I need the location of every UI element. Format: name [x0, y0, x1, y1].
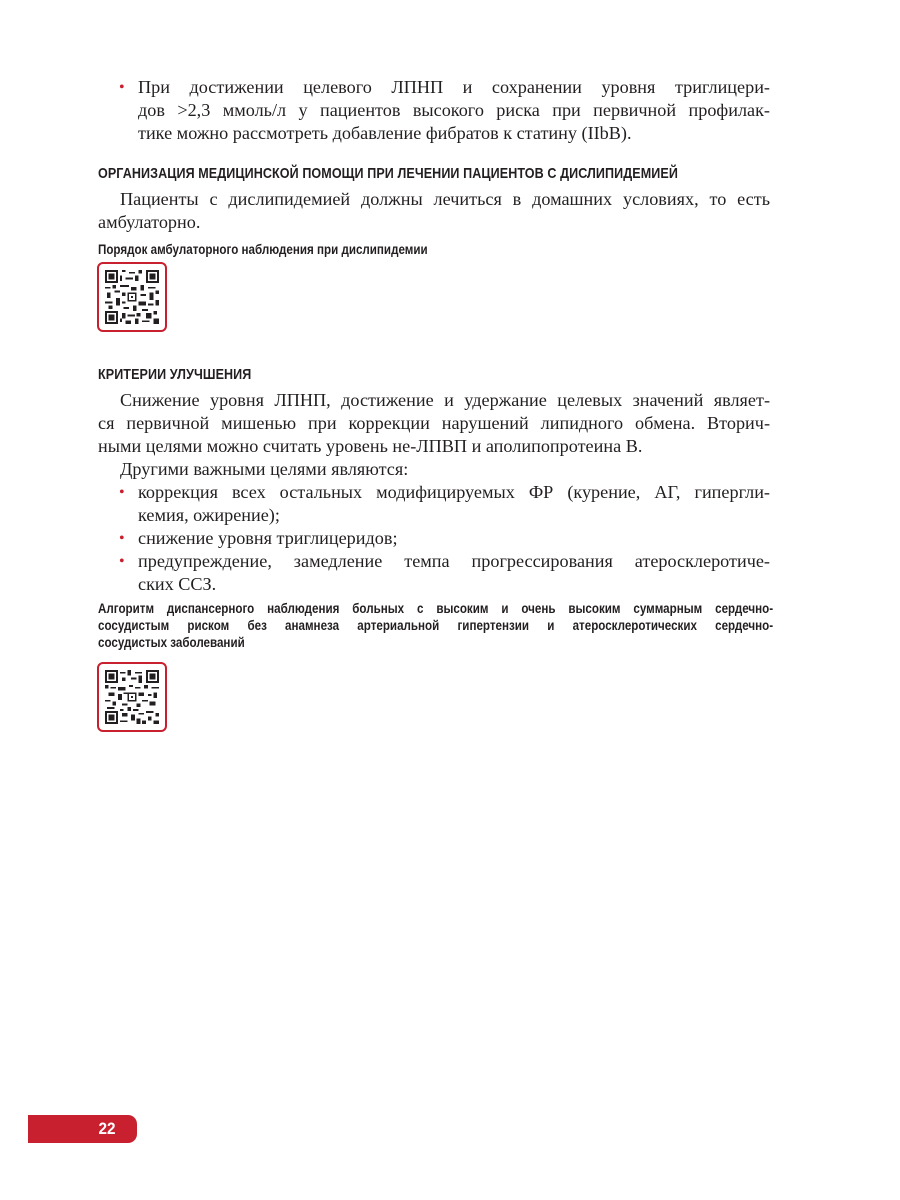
heading-criteria: КРИТЕРИИ УЛУЧШЕНИЯ: [98, 367, 252, 383]
goal-3-line-1: предупреждение, замедление темпа прогрессирования атеросклеротиче-: [138, 551, 770, 571]
qr-code-icon: [105, 270, 159, 324]
qr-caption-algorithm-line-1: Алгоритм диспансерного наблюдения больных с высоким и очень высоким суммарным сердечно-: [98, 601, 774, 616]
qr-caption-algorithm-line-2: сосудистым риском без анамнеза артериальной гипертензии и атеросклеротических сердечно-: [98, 618, 774, 633]
qr-caption-algorithm-line-3: сосудистых заболеваний: [98, 635, 245, 650]
goal-1-line-2: кемия, ожирение);: [138, 505, 280, 525]
criteria-line-2: ся первичной мишенью при коррекции нарушений липидного обмена. Вторич-: [98, 413, 770, 433]
qr-code-algorithm[interactable]: [97, 662, 167, 732]
organization-line-1: Пациенты с дислипидемией должны лечиться в домашних условиях, то есть: [120, 189, 770, 209]
goal-1-line-1: коррекция всех остальных модифицируемых ФР (курение, АГ, гипергли-: [138, 482, 770, 502]
qr-code-outpatient[interactable]: [97, 262, 167, 332]
page-number: 22: [98, 1119, 116, 1138]
bullet-marker: •: [119, 484, 125, 501]
bullet-marker: •: [119, 553, 125, 570]
organization-line-2: амбулаторно.: [98, 212, 201, 232]
page-number-tab: [28, 1115, 137, 1143]
qr-caption-outpatient: Порядок амбулаторного наблюдения при дислипидемии: [98, 242, 428, 257]
qr-code-icon: [105, 670, 159, 724]
goal-3-line-2: ских ССЗ.: [138, 574, 217, 594]
goal-2-line-1: снижение уровня триглицеридов;: [138, 528, 398, 548]
criteria-line-1: Снижение уровня ЛПНП, достижение и удержание целевых значений являет-: [120, 390, 770, 410]
other-goals-intro: Другими важными целями являются:: [120, 459, 409, 479]
intro-bullet-line-1: При достижении целевого ЛПНП и сохранении уровня триглицери-: [138, 77, 770, 97]
bullet-marker: •: [119, 79, 125, 96]
heading-organization: ОРГАНИЗАЦИЯ МЕДИЦИНСКОЙ ПОМОЩИ ПРИ ЛЕЧЕНИИ ПАЦИЕНТОВ С ДИСЛИПИДЕМИЕЙ: [98, 166, 678, 182]
bullet-marker: •: [119, 530, 125, 547]
intro-bullet-line-3: тике можно рассмотреть добавление фибратов к статину (IIbB).: [138, 123, 632, 143]
criteria-line-3: ными целями можно считать уровень не-ЛПВП и аполипопротеина В.: [98, 436, 643, 456]
intro-bullet-line-2: дов >2,3 ммоль/л у пациентов высокого риска при первичной профилак-: [138, 100, 770, 120]
